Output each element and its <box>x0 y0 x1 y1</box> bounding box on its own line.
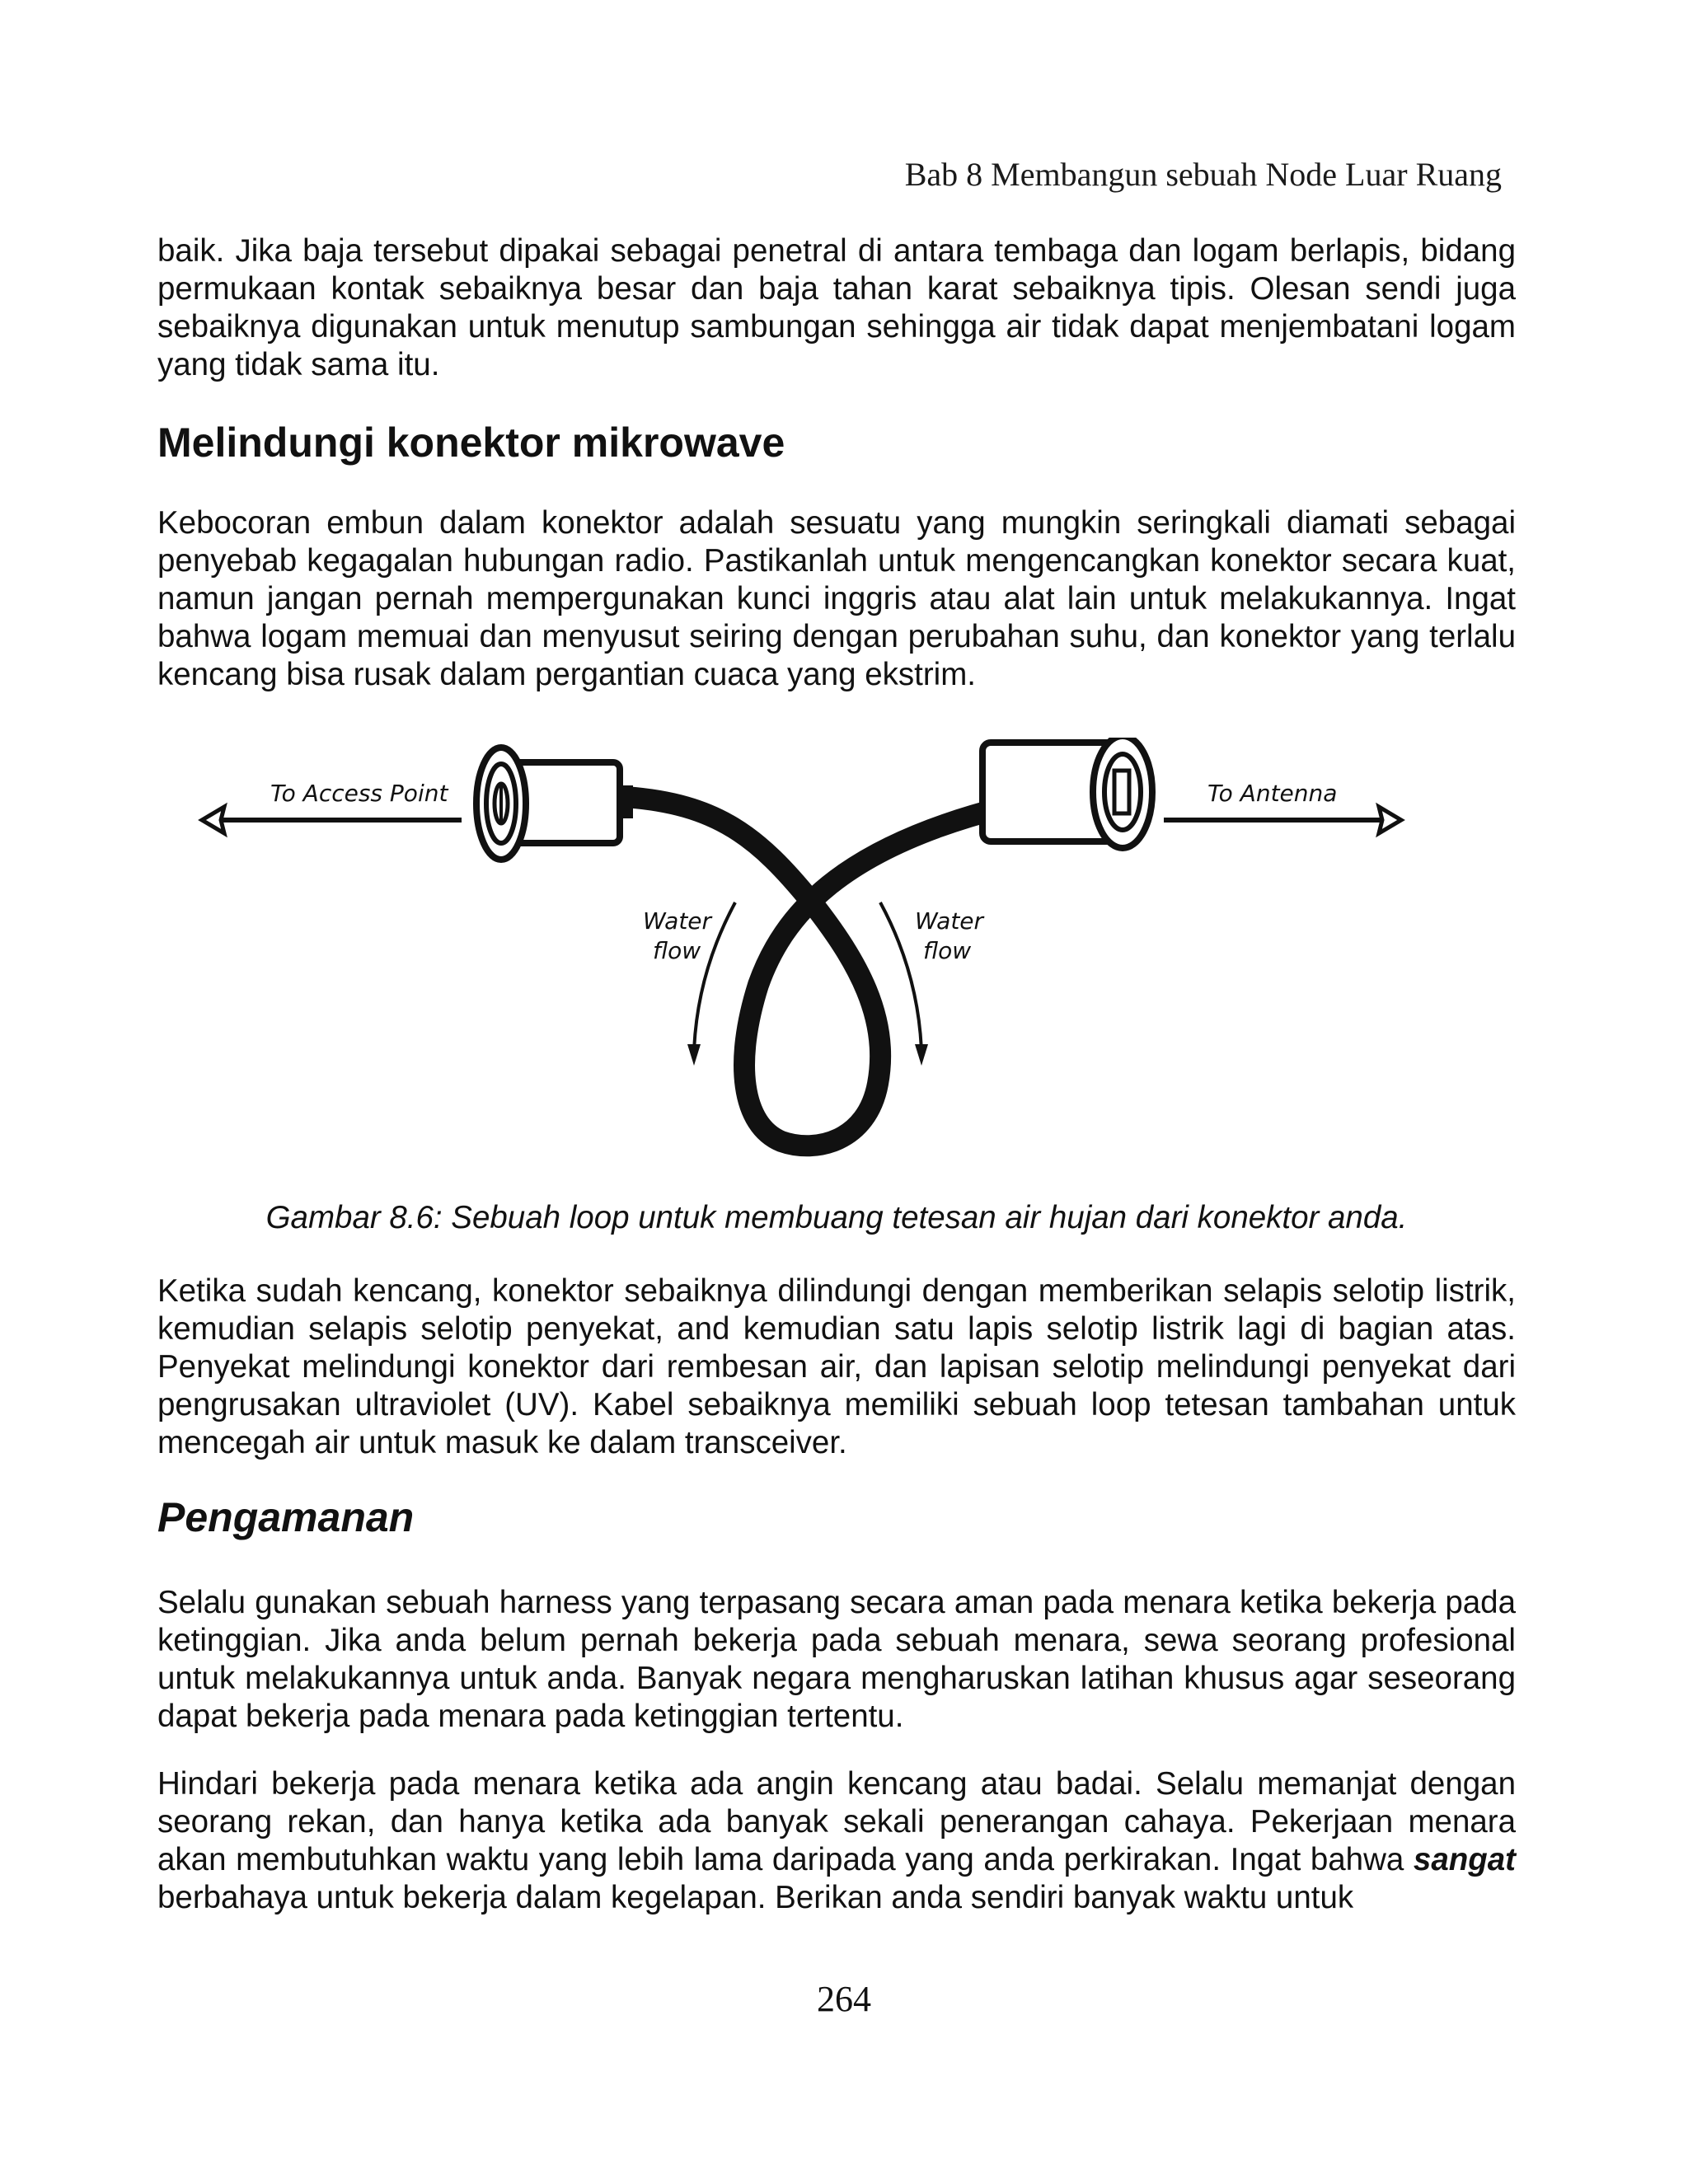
arrow-to-access-point <box>202 807 462 833</box>
emphasis-sangat: sangat <box>1413 1842 1516 1877</box>
figure-drip-loop <box>190 738 1426 1166</box>
paragraph-5 <box>157 1765 1516 1917</box>
arrow-to-antenna <box>1164 807 1401 833</box>
section-heading-pengamanan: Pengamanan <box>157 1494 415 1540</box>
label-to-access-point: To Access Point <box>270 780 448 807</box>
label-flow-left: flow <box>653 937 701 964</box>
label-water-right: Water <box>915 907 984 935</box>
page-number: 264 <box>817 1979 871 2019</box>
label-to-antenna: To Antenna <box>1207 780 1338 807</box>
paragraph-4: Selalu gunakan sebuah harness yang terpasang secara aman pada menara ketika bekerja pada ketinggian. Jika anda belum pernah bekerja pada sebuah menara, sewa seorang profesional untuk melakukannya untuk anda. Banyak negara mengharuskan latihan khusus agar seseorang dapat bekerja pada menara pada ketinggian tertentu. <box>157 1585 1516 1734</box>
running-header: Bab 8 Membangun sebuah Node Luar Ruang <box>904 156 1502 193</box>
right-connector <box>982 738 1152 848</box>
figure-caption: Gambar 8.6: Sebuah loop untuk membuang tetesan air hujan dari konektor anda. <box>265 1200 1408 1235</box>
left-connector <box>476 748 633 860</box>
label-water-left: Water <box>643 907 712 935</box>
paragraph-5-end: berbahaya untuk bekerja dalam kegelapan. Berikan anda sendiri banyak waktu untuk <box>157 1880 1354 1915</box>
section-heading-konektor: Melindungi konektor mikrowave <box>157 419 785 466</box>
paragraph-1: baik. Jika baja tersebut dipakai sebagai penetral di antara tembaga dan logam berlapis, bidang permukaan kontak sebaiknya besar dan baja tahan karat sebaiknya tipis. Olesan sendi juga sebaiknya digunakan untuk menutup sambungan sehingga air tidak dapat menjembatani logam yang tidak sama itu. <box>157 233 1516 382</box>
drip-loop-diagram <box>190 738 1426 1166</box>
cable-loop <box>625 797 1001 1146</box>
label-flow-right: flow <box>923 937 972 964</box>
paragraph-3: Ketika sudah kencang, konektor sebaiknya dilindungi dengan memberikan selapis selotip listrik, kemudian selapis selotip penyekat, and kemudian satu lapis selotip listrik lagi di bagian atas. Penyekat melindungi konektor dari rembesan air, dan lapisan selotip melindungi penyekat dari pengrusakan ultraviolet (UV). Kabel sebaiknya memiliki sebuah loop tetesan tambahan untuk mencegah air untuk masuk ke dalam transceiver. <box>157 1273 1516 1460</box>
paragraph-2: Kebocoran embun dalam konektor adalah sesuatu yang mungkin seringkali diamati sebagai penyebab kegagalan hubungan radio. Pastikanlah untuk mengencangkan konektor secara kuat, namun jangan pernah mempergunakan kunci inggris atau alat lain untuk melakukannya. Ingat bahwa logam memuai dan menyusut seiring dengan perubahan suhu, dan konektor yang terlalu kencang bisa rusak dalam pergantian cuaca yang ekstrim. <box>157 505 1516 692</box>
paragraph-5-start: Hindari bekerja pada menara ketika ada angin kencang atau badai. Selalu memanjat dengan seorang rekan, dan hanya ketika ada banyak sekali penerangan cahaya. Pekerjaan menara akan membutuhkan waktu yang lebih lama daripada yang anda perkirakan. Ingat bahwa <box>157 1766 1516 1877</box>
